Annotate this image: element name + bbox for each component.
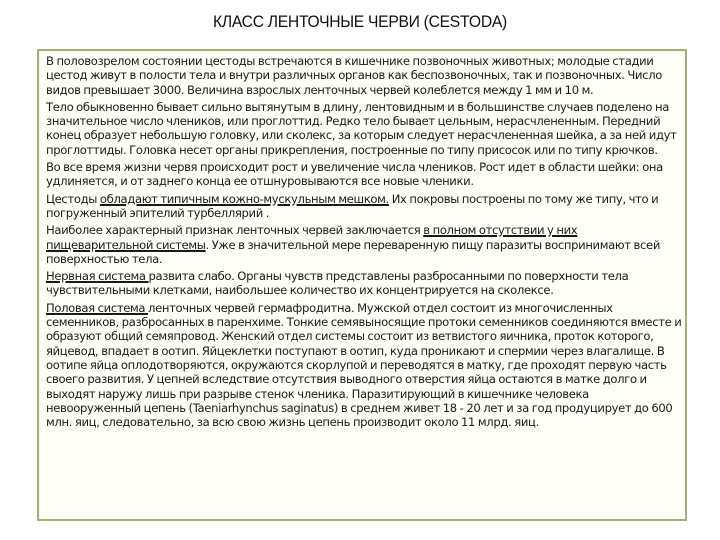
text-segment: ленточных червей гермафродитна. Мужской отдел состоит из многочисленных семенников, разбросанных в паренхиме. Тонкие семявыносящие протоки семенников соединяются вместе и образуют общий семяпровод. Женский отдел системы состоит из ветвистого яичника, проток которого, яйцевод, впадает в оотип. Яйцеклетки поступают в оотип, куда проникают и спермии через влагалище. В оотипе яйца оплодотворяются, окружаются скорлупой и переводятся в матку, где проходят первую часть своего развития. У цепней вследствие отсутствия выводного отверстия яйца остаются в матке долго и выходят наружу лишь при разрыве стенок членика. Паразитирующий в кишечнике человека невооруженный цепень (Taeniarhynchus saginatus) в среднем живет 18 - 20 лет и за год продуцирует до 600 млн. яиц, следовательно, за всю свою жизнь цепень производит около 11 млрд. яиц.: [46, 300, 682, 430]
text-segment: Их покровы построены по тому же типу, что и погруженный эпителий турбеллярий .: [46, 191, 659, 220]
text-segment: Во все время жизни червя происходит рост и увеличение числа члеников. Рост идет в области шейки: она удлиняется, и от заднего конца ее отшнуровываются все новые членики.: [46, 160, 663, 189]
slide-title: КЛАСС ЛЕНТОЧНЫЕ ЧЕРВИ (CESTODA): [213, 12, 507, 31]
text-segment: Наиболее характерный признак ленточных червей заключается: [46, 223, 424, 238]
underlined-term: обладают типичным кожно-мускульным мешком.: [99, 191, 389, 206]
text-segment: В половозрелом состоянии цестоды встречаются в кишечнике позвоночных животных; молодые стадии цестод живут в полости тела и внутри различных органов как беспозвоночных, так и позвоночных. Число видов превышает 3000. Величина взрослых ленточных червей колеблется между 1 мм и 10 м.: [46, 54, 662, 97]
text-segment: . Уже в значительной мере переваренную пищу паразиты воспринимают всей поверхностью тела.: [46, 237, 661, 266]
paragraph-reproductive-system: [46, 301, 682, 430]
paragraph-body-structure: [46, 100, 682, 157]
underlined-term: Половая система: [46, 300, 149, 315]
paragraph-integument: [46, 192, 682, 221]
underlined-term: Нервная система: [46, 269, 149, 284]
text-segment: развита слабо. Органы чувств представлены разбросанными по поверхности тела чувствительными клетками, наибольшее количество их концентрируется на сколексе.: [46, 269, 629, 298]
paragraph-habitat: [46, 54, 682, 97]
text-content: [46, 54, 682, 432]
paragraph-nervous-system: [46, 269, 682, 298]
underlined-term: в полном отсутствии у них пищеварительной системы: [46, 223, 578, 252]
paragraph-digestive-system: [46, 223, 682, 266]
text-segment: Цестоды: [46, 191, 100, 206]
text-segment: Тело обыкновенно бывает сильно вытянутым в длину, лентовидным и в большинстве случаев поделено на значительное число члеников, или проглоттид. Редко тело бывает цельным, нерасчлененным. Передний конец образует небольшую головку, или сколекс, за которым следует нерасчлененная шейка, а за ней идут проглоттиды. Головка несет органы прикрепления, построенные по типу присосок или по типу крючков.: [46, 99, 677, 157]
text-box: [37, 49, 687, 521]
paragraph-growth: [46, 160, 682, 189]
